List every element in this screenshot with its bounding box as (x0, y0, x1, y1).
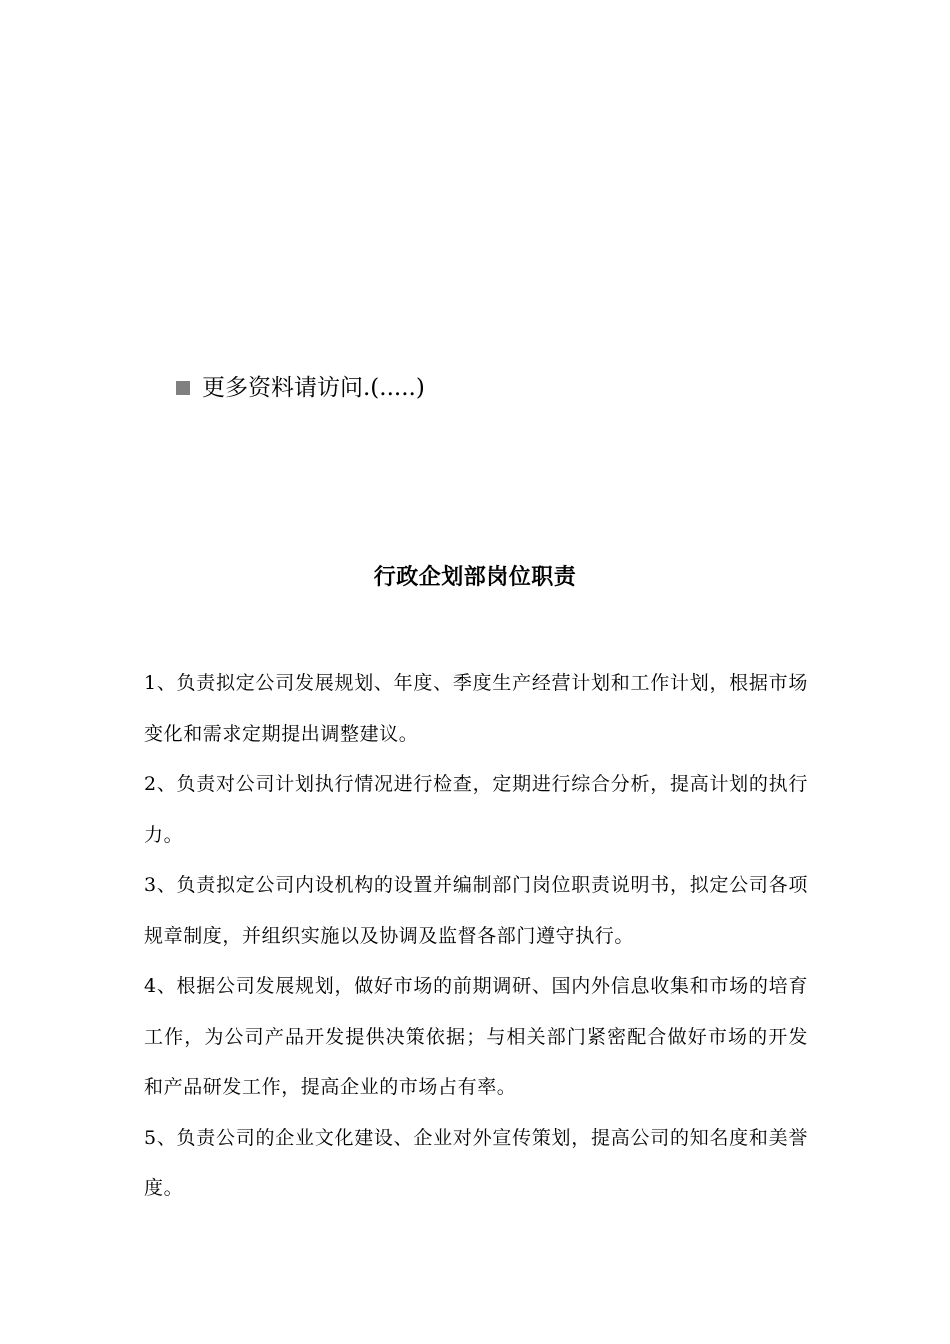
duty-item-5: 5、负责公司的企业文化建设、企业对外宣传策划，提高公司的知名度和美誉度。 (144, 1126, 808, 1199)
more-info-link-text[interactable]: 更多资料请访问.(.....) (202, 375, 425, 401)
more-info-link[interactable] (176, 370, 425, 406)
square-bullet-icon (176, 381, 190, 395)
duty-item-1: 1、负责拟定公司发展规划、年度、季度生产经营计划和工作计划，根据市场变化和需求定期提出调整建议。 (144, 672, 808, 745)
page-title: 行政企划部岗位职责 (373, 564, 577, 590)
duty-item-4: 4、根据公司发展规划，做好市场的前期调研、国内外信息收集和市场的培育工作，为公司产品开发提供决策依据；与相关部门紧密配合做好市场的开发和产品研发工作，提高企业的市场占有率。 (144, 975, 808, 1098)
duties-list (144, 658, 808, 1214)
duty-item-3: 3、负责拟定公司内设机构的设置并编制部门岗位职责说明书，拟定公司各项规章制度，并组织实施以及协调及监督各部门遵守执行。 (144, 874, 808, 947)
duty-item-2: 2、负责对公司计划执行情况进行检查，定期进行综合分析，提高计划的执行力。 (144, 773, 808, 846)
